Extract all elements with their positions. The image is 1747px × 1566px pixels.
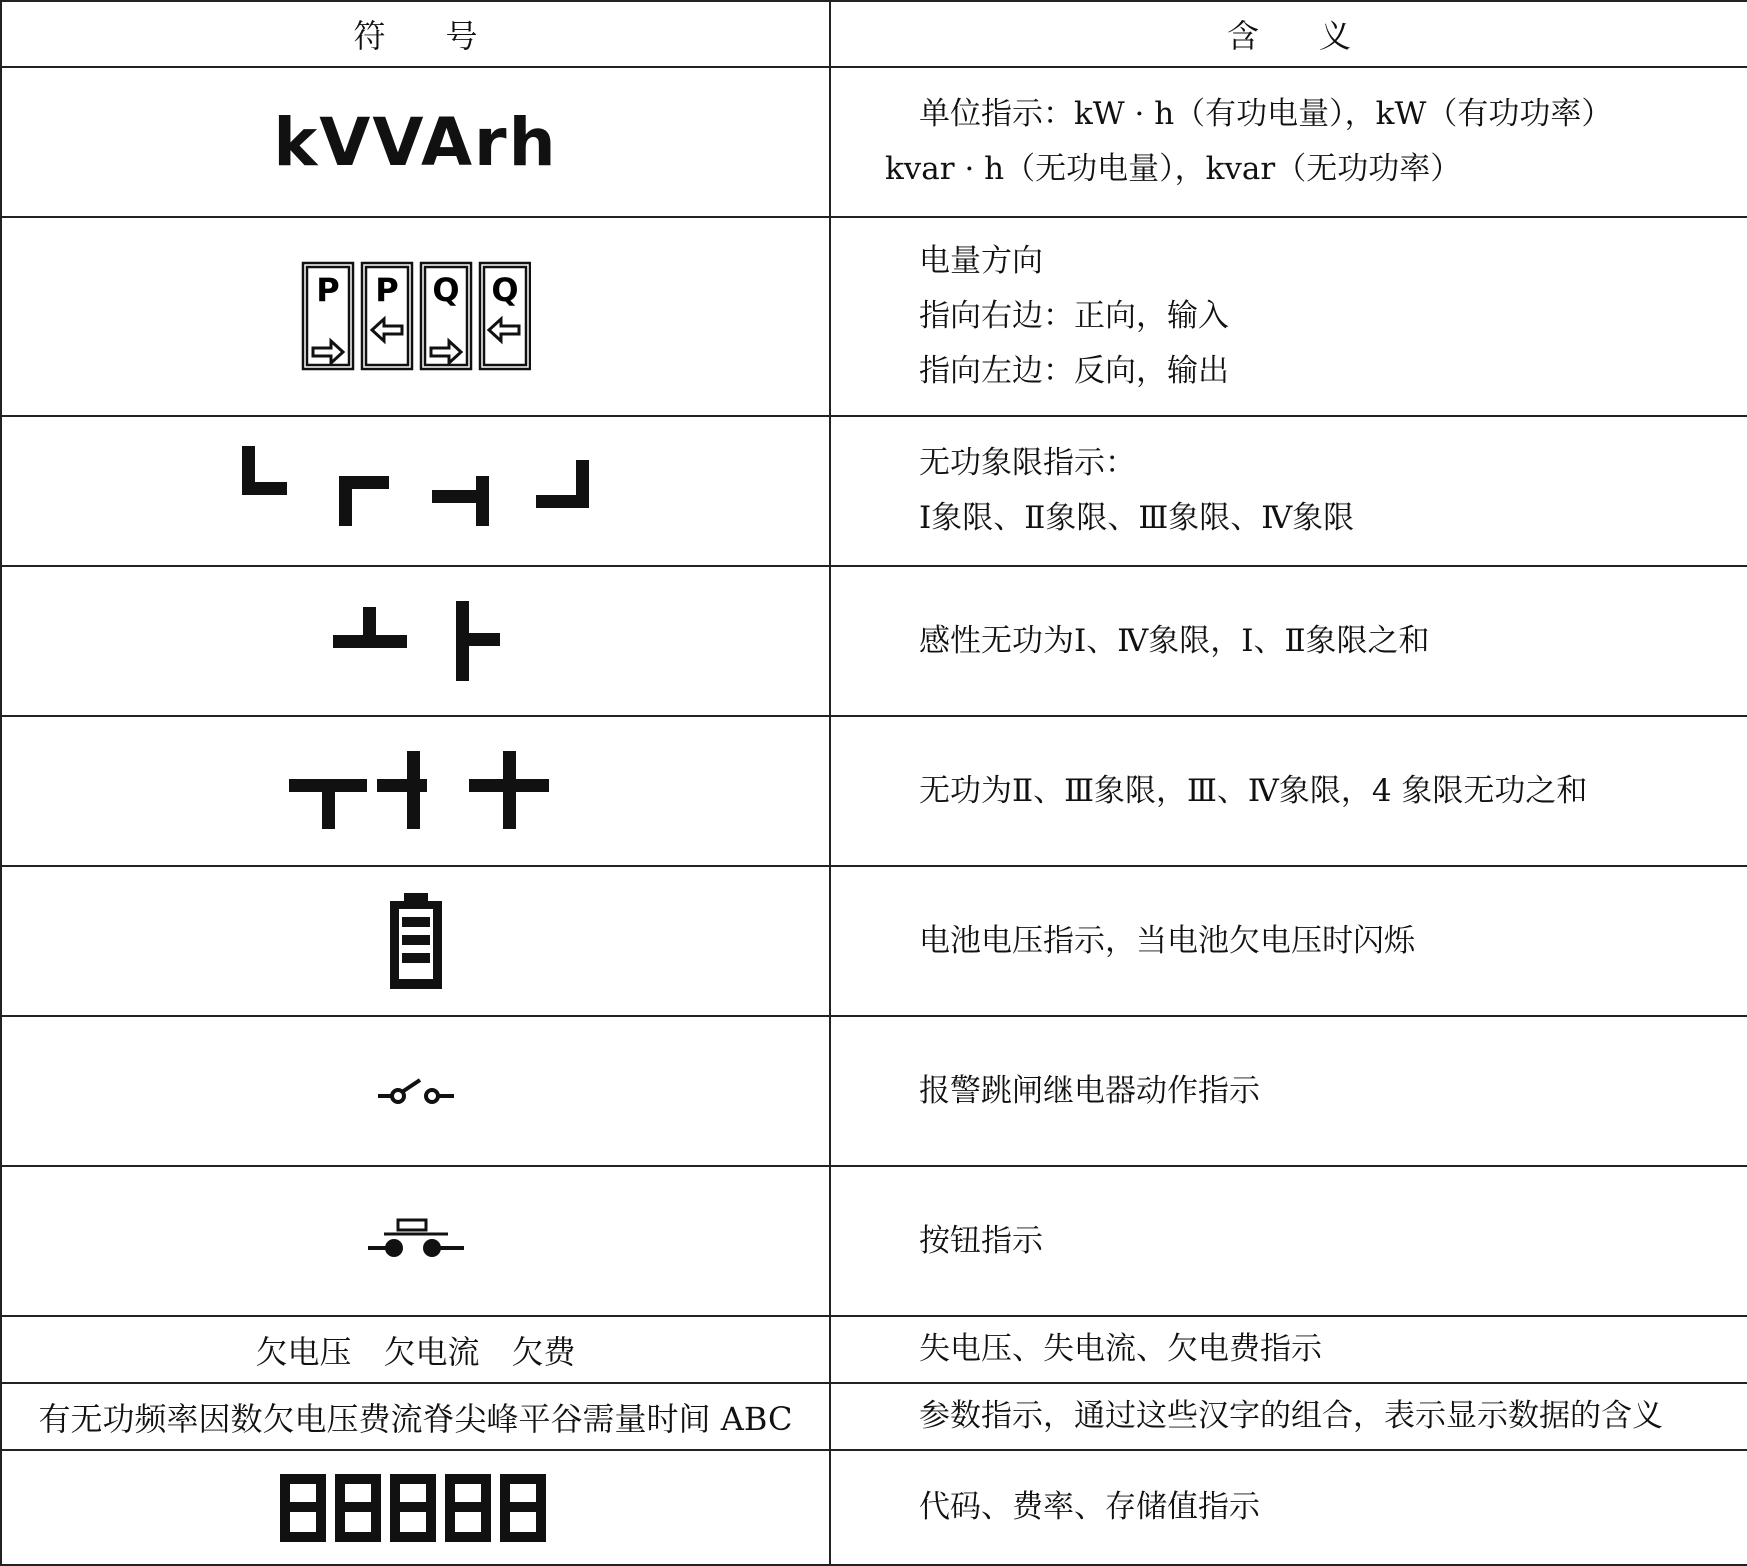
table-row [1,566,1747,716]
meaning-line: 指向右边：正向，输入 [919,298,1229,334]
meaning-cell [830,1166,1747,1316]
meaning-line: 指向左边：反向，输出 [919,353,1229,389]
digit-eight-icon [390,1474,436,1542]
table-row [1,67,1747,217]
digit-eight-icon [280,1474,326,1542]
meaning-line: 按钮指示 [919,1222,1043,1259]
table-row [1,1383,1747,1450]
table-row [1,1450,1747,1565]
symbol-cell [1,1450,830,1565]
meaning-line: kvar · h（无功电量），kvar（无功功率） [885,151,1462,187]
meaning-line: 无功为Ⅱ、Ⅲ象限，Ⅲ、Ⅳ象限，4 象限无功之和 [919,772,1588,809]
battery-icon [386,891,446,991]
table-row [1,866,1747,1016]
symbol-cell [1,1316,830,1383]
meaning-header [830,1,1747,67]
meaning-cell [830,1016,1747,1166]
meaning-header-text: 含义 [1226,17,1411,55]
meaning-line: 单位指示：kW · h（有功电量），kW（有功功率） [919,96,1613,132]
unit-symbol: kVVArh [273,103,558,181]
symbol-cell [1,866,830,1016]
direction-boxes-icon [301,261,531,373]
meaning-line: 参数指示，通过这些汉字的组合，表示显示数据的含义 [919,1398,1663,1434]
table-row [1,716,1747,866]
symbol-cell [1,716,830,866]
reactive-sum-icon [281,749,551,834]
meaning-line: 无功象限指示： [919,445,1136,481]
seven-segment-digits-icon [278,1472,553,1544]
relay-switch-icon [376,1076,456,1106]
push-button-icon [366,1216,466,1266]
meaning-line: 电池电压指示，当电池欠电压时闪烁 [919,922,1415,959]
meaning-cell [830,1316,1747,1383]
dir-label-p2: P [374,270,399,309]
params-symbol-text: 有无功频率因数欠电压费流脊尖峰平谷需量时间 ABC [38,1399,793,1438]
dir-label-q1: Q [431,270,460,309]
dir-label-q2: Q [490,270,519,309]
loss-symbol-text: 欠电压 欠电流 欠费 [255,1332,576,1371]
meaning-cell [830,67,1747,217]
meaning-cell [830,416,1747,566]
digit-eight-icon [445,1474,491,1542]
symbol-cell [1,416,830,566]
symbol-header-text: 符号 [353,17,538,55]
meaning-cell [830,1450,1747,1565]
symbol-cell [1,1016,830,1166]
table-row [1,217,1747,416]
meaning-cell [830,716,1747,866]
table-row [1,1016,1747,1166]
meaning-cell [830,217,1747,416]
table-row [1,1166,1747,1316]
meaning-line: 感性无功为Ⅰ、Ⅳ象限，Ⅰ、Ⅱ象限之和 [919,622,1430,659]
symbol-cell [1,1383,830,1450]
meaning-line: 电量方向 [919,243,1043,279]
meaning-line: 失电压、失电流、欠电费指示 [919,1331,1322,1367]
meaning-line: 报警跳闸继电器动作指示 [919,1072,1260,1109]
meaning-cell [830,866,1747,1016]
symbol-cell [1,67,830,217]
digit-eight-icon [500,1474,546,1542]
meaning-line: Ⅰ象限、Ⅱ象限、Ⅲ象限、Ⅳ象限 [919,500,1355,536]
symbol-header [1,1,830,67]
quadrant-icon [236,446,596,536]
inductive-icon [331,599,501,684]
digit-eight-icon [335,1474,381,1542]
meaning-cell [830,1383,1747,1450]
meaning-line: 代码、费率、存储值指示 [919,1489,1260,1525]
table-row [1,1316,1747,1383]
symbol-cell [1,1166,830,1316]
header-row [1,1,1747,67]
dir-label-p1: P [315,270,340,309]
symbol-cell [1,566,830,716]
table-row [1,416,1747,566]
symbol-cell [1,217,830,416]
meaning-cell [830,566,1747,716]
